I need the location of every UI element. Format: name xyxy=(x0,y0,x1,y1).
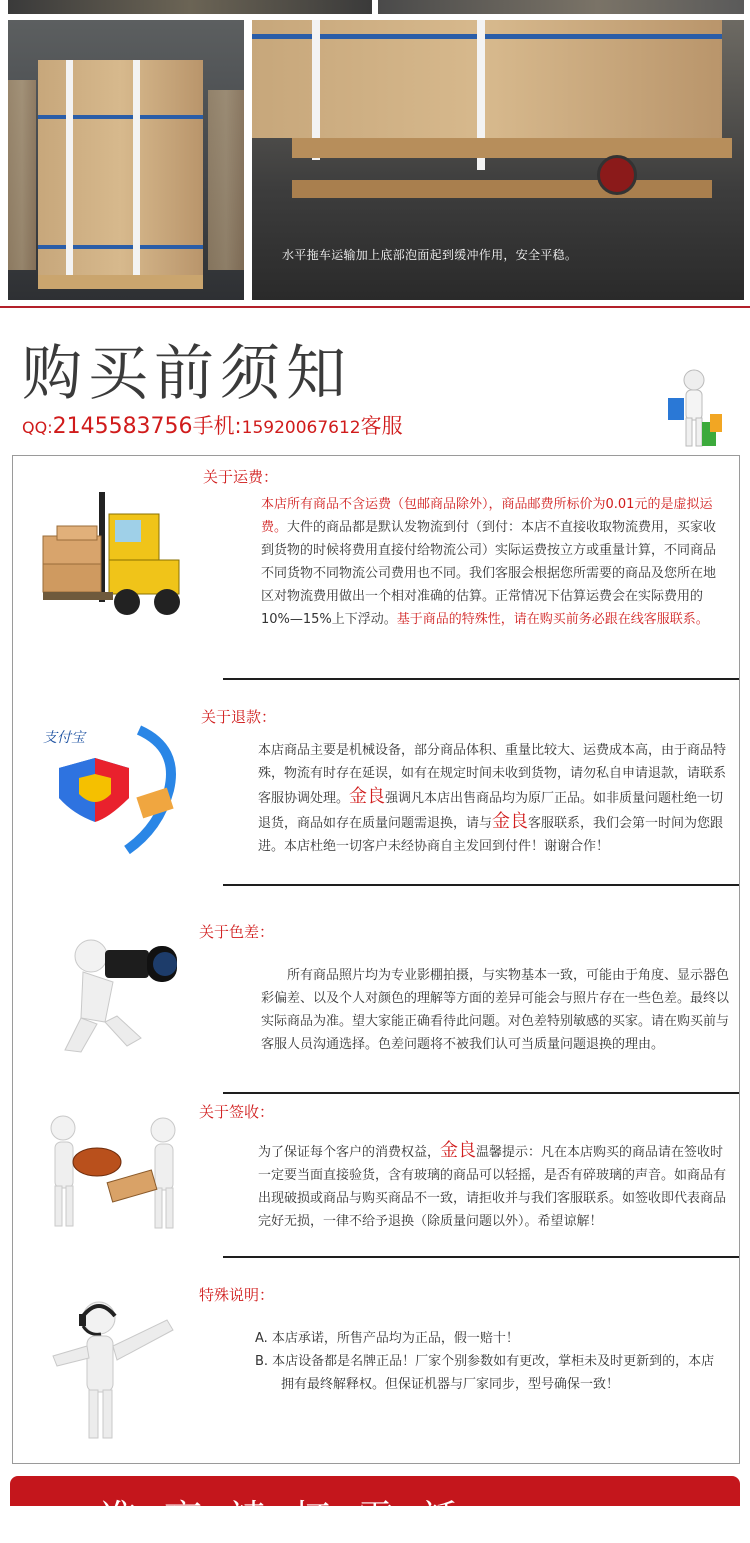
section-heading-color: 关于色差： xyxy=(199,923,275,941)
section-heading-special: 特殊说明： xyxy=(199,1286,275,1304)
signing-text-1: 为了保证每个客户的消费权益， xyxy=(258,1145,441,1160)
section-body-signing xyxy=(258,1139,728,1233)
phone-number: 15920067612 xyxy=(241,418,361,438)
phone-label: 手机: xyxy=(192,414,242,438)
headset-figure-icon xyxy=(43,1296,183,1446)
photo-caption: 水平拖车运输加上底部泡面起到缓冲作用，安全平稳。 xyxy=(282,248,578,262)
page-title: 购买前须知 xyxy=(22,339,352,409)
color-text-1: 所有商品照片均为专业影棚拍摄，与实物基本一致，可能由于角度、显示器色彩偏差、以及个人对颜色的理解等方面的差异可能会与照片存在一些色差。最终以实际商品为准。望大家能正确看待此问题。对色差特别敏感的买家。请在购买前与客服人员沟通选择。色差问题将不被我们认可当质量问题退换的理由。 xyxy=(261,968,730,1052)
section-heading-signing: 关于签收： xyxy=(199,1103,275,1121)
shopper-figure-icon xyxy=(664,368,726,454)
refund-text-1: 本店商品主要是机械设备，部分商品体积、重量比较大、运费成本高，由于商品特殊，物流有时存在延误，如有在规定时间未收到货物，请勿私自申请退款，请联系客服协调处理。 xyxy=(258,743,727,806)
shipping-text-3: 基于商品的特殊性，请在购买前务必跟在线客服联系。 xyxy=(396,612,709,627)
forklift-icon xyxy=(43,484,188,629)
qq-number: 2145583756 xyxy=(52,414,193,439)
qq-label: QQ: xyxy=(22,418,53,437)
signing-text-2: 温馨提示：凡在本店购买的商品请在签收时一定要当面直接验货，含有玻璃的商品可以轻摇，是否有碎玻璃的声音。如商品有出现破损或商品与购买商品不一致，请拒收并与我们客服联系。如签收即代表商品完好无损，一律不给予退换（除质量问题以外）。希望谅解！ xyxy=(258,1145,727,1229)
section-heading-shipping: 关于运费： xyxy=(203,468,279,486)
alipay-shield-icon xyxy=(39,718,189,858)
bottom-banner xyxy=(10,1476,740,1541)
pallet-transport-photo xyxy=(252,20,744,300)
refund-text-2: 强调凡本店出售商品均为原厂正品。如非质量问题杜绝一切退货，商品如存在质量问题需退换，请与 xyxy=(258,791,724,831)
section-divider-red xyxy=(0,306,750,308)
section-divider xyxy=(223,884,739,886)
section-divider xyxy=(223,1256,739,1258)
section-heading-refund: 关于退款： xyxy=(201,708,277,726)
top-strip-photo-right xyxy=(378,0,744,14)
service-label: 客服 xyxy=(360,414,403,438)
brand-name: 金良 xyxy=(349,786,386,807)
refund-text-3: 客服联系，我们会第一时间为您跟进。本店杜绝一切客户未经协商自主发回到付件！谢谢合作！ xyxy=(258,816,724,854)
special-note-b: B. 本店设备都是名牌正品！厂家个别参数如有更改，掌柜未及时更新到的，本店拥有最终解释权。但保证机器与厂家同步，型号确保一致！ xyxy=(255,1354,715,1392)
contact-line xyxy=(22,410,403,440)
svg-text:支付宝: 支付宝 xyxy=(43,730,85,746)
brand-name: 金良 xyxy=(440,1140,477,1161)
section-body-refund xyxy=(258,739,726,858)
section-body-color xyxy=(261,964,729,1056)
shipping-text-1: 本店所有商品不含运费（包邮商品除外），商品邮费所标价为0.01元的是虚拟运费。 xyxy=(261,497,713,535)
shipping-text-2: 大件的商品都是默认发物流到付（到付：本店不直接收取物流费用，买家收到货物的时候将费用直接付给物流公司）实际运费按立方或重量计算，不同商品不同货物不同物流公司费用也不同。我们客服会根据您所需要的商品及您所在地区对物流费用做出一个相对准确的估算。正常情况下估算运费会在实际费用的10%—15%上下浮动。 xyxy=(261,520,717,627)
packed-machine-photo xyxy=(8,20,244,300)
section-divider xyxy=(223,678,739,680)
section-divider xyxy=(223,1092,739,1094)
section-body-special xyxy=(255,1327,715,1396)
section-body-shipping xyxy=(261,493,723,631)
top-strip-photo-left xyxy=(8,0,372,14)
special-note-a: A. 本店承诺，所售产品均为正品，假一赔十！ xyxy=(255,1331,519,1346)
brand-name: 金良 xyxy=(492,811,529,832)
delivery-figures-icon xyxy=(37,1106,187,1236)
photographer-figure-icon xyxy=(53,926,183,1056)
banner-text: 進商請打電話 xyxy=(100,1497,485,1541)
purchase-notice-box xyxy=(12,455,740,1464)
